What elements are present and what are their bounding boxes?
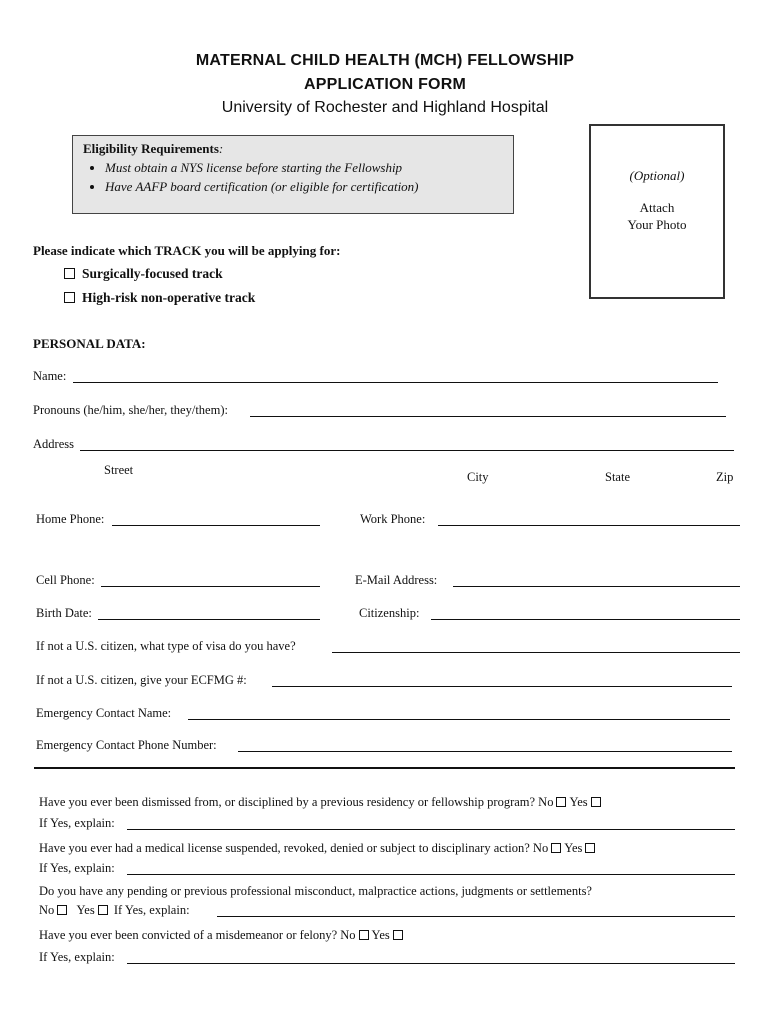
checkbox-no[interactable]	[551, 843, 561, 853]
pronouns-label: Pronouns (he/him, she/her, they/them):	[33, 403, 228, 417]
eligibility-box	[72, 135, 514, 214]
explain-field[interactable]	[127, 861, 735, 875]
checkbox[interactable]	[64, 292, 75, 303]
visa-field[interactable]	[332, 639, 740, 653]
city-label: City	[467, 470, 489, 484]
checkbox-no[interactable]	[57, 905, 67, 915]
citizenship-field[interactable]	[431, 606, 740, 620]
emergency-name-label: Emergency Contact Name:	[36, 706, 172, 720]
street-label: Street	[104, 463, 134, 477]
explain-label: If Yes, explain:	[39, 861, 115, 875]
checkbox-no[interactable]	[359, 930, 369, 940]
email-field[interactable]	[453, 573, 740, 587]
citizenship-label: Citizenship:	[359, 606, 420, 620]
emergency-phone-label: Emergency Contact Phone Number:	[36, 738, 217, 752]
explain-label: If Yes, explain:	[39, 816, 115, 830]
emergency-phone-field[interactable]	[238, 738, 732, 752]
eligibility-heading: Eligibility Requirements:	[83, 141, 224, 156]
track-prompt: Please indicate which TRACK you will be applying for:	[33, 243, 341, 258]
pronouns-field[interactable]	[250, 403, 726, 417]
explain-field[interactable]	[127, 950, 735, 964]
state-label: State	[605, 470, 630, 484]
checkbox-yes[interactable]	[393, 930, 403, 940]
question-convicted: Have you ever been convicted of a misdemeanor or felony? No Yes	[39, 928, 406, 943]
checkbox[interactable]	[64, 268, 75, 279]
emergency-name-field[interactable]	[188, 706, 730, 720]
explain-field[interactable]	[217, 903, 735, 917]
personal-data-heading: PERSONAL DATA:	[33, 336, 146, 351]
address-field[interactable]	[80, 437, 734, 451]
address-label: Address	[33, 437, 74, 451]
question-misconduct: Do you have any pending or previous professional misconduct, malpractice actions, judgments or settlements?	[39, 884, 592, 898]
cell-phone-field[interactable]	[101, 573, 320, 587]
home-phone-label: Home Phone:	[36, 512, 105, 526]
zip-label: Zip	[716, 470, 734, 484]
photo-optional-label: (Optional)	[629, 168, 685, 183]
name-label: Name:	[33, 369, 67, 383]
visa-label: If not a U.S. citizen, what type of visa do you have?	[36, 639, 296, 653]
eligibility-item: • Must obtain a NYS license before starting the Fellowship	[105, 158, 503, 177]
work-phone-label: Work Phone:	[360, 512, 426, 526]
form-subtitle: University of Rochester and Highland Hospital	[221, 99, 549, 116]
name-field[interactable]	[73, 369, 718, 383]
checkbox-yes[interactable]	[98, 905, 108, 915]
explain-field[interactable]	[127, 816, 735, 830]
checkbox-yes[interactable]	[585, 843, 595, 853]
question-dismissed: Have you ever been dismissed from, or disciplined by a previous residency or fellowship program? No Yes	[39, 795, 604, 810]
checkbox-no[interactable]	[556, 797, 566, 807]
form-title-line1: MATERNAL CHILD HEALTH (MCH) FELLOWSHIP	[195, 52, 575, 69]
cell-phone-label: Cell Phone:	[36, 573, 95, 587]
birth-date-field[interactable]	[98, 606, 320, 620]
section-divider	[34, 767, 735, 769]
photo-box[interactable]	[589, 124, 725, 299]
track-option-surgical[interactable]: Surgically-focused track	[64, 266, 223, 282]
email-label: E-Mail Address:	[355, 573, 438, 587]
explain-label: If Yes, explain:	[39, 950, 115, 964]
form-title-line2: APPLICATION FORM	[303, 76, 466, 93]
birth-date-label: Birth Date:	[36, 606, 92, 620]
question-license: Have you ever had a medical license suspended, revoked, denied or subject to disciplinary action? No Yes	[39, 841, 598, 856]
ecfmg-field[interactable]	[272, 673, 732, 687]
work-phone-field[interactable]	[438, 512, 740, 526]
track-option-nonoperative[interactable]: High-risk non-operative track	[64, 290, 255, 306]
ecfmg-label: If not a U.S. citizen, give your ECFMG #:	[36, 673, 247, 687]
home-phone-field[interactable]	[112, 512, 320, 526]
misconduct-answer-row: No Yes If Yes, explain:	[39, 903, 190, 917]
eligibility-item: • Have AAFP board certification (or eligible for certification)	[105, 177, 503, 196]
checkbox-yes[interactable]	[591, 797, 601, 807]
photo-attach-label: Attach Your Photo	[627, 200, 687, 232]
